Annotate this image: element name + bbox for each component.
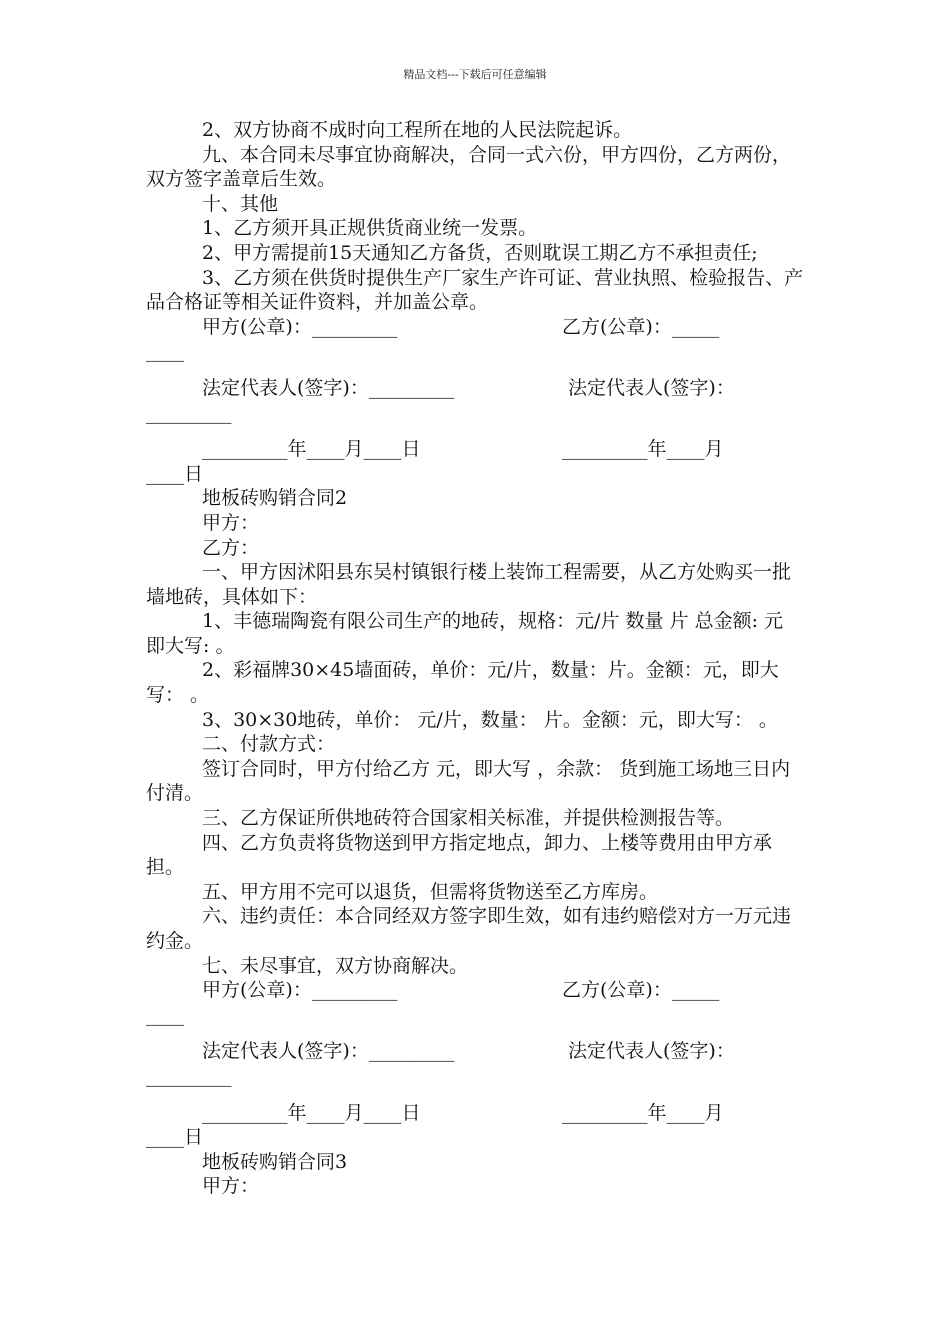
clause: 2、双方协商不成时向工程所在地的人民法院起诉。 — [202, 119, 633, 141]
contract-title: 地板砖购销合同3 — [202, 1150, 348, 1173]
clause: 一、甲方因沭阳县东吴村镇银行楼上装饰工程需要，从乙方处购买一批墙地砖，具体如下： — [146, 561, 792, 608]
seal-tail: ____ — [146, 340, 184, 363]
clause: 签订合同时，甲方付给乙方 元，即大写 ，余款： 货到施工场地三日内付清。 — [146, 757, 791, 805]
party-b-date: _________年____月 — [562, 438, 724, 461]
clause: 3、乙方须在供货时提供生产厂家生产许可证、营业执照、检验报告、产品合格证等相关证件资料，并加盖公章。 — [146, 266, 804, 314]
rep-row — [146, 1039, 808, 1064]
clause: 1、丰德瑞陶瓷有限公司生产的地砖，规格：元/片 数量 片 总金额: 元 即大写: 。 — [146, 610, 784, 657]
party-a-date: _________年____月____日 — [202, 1101, 421, 1124]
clause: 七、未尽事宜，双方协商解决。 — [202, 954, 469, 977]
clause: 四、乙方负责将货物送到甲方指定地点，卸力、上楼等费用由甲方承担。 — [146, 831, 773, 879]
clause: 九、本合同未尽事宜协商解决，合同一式六份，甲方四份，乙方两份，双方签字盖章后生效。 — [146, 143, 792, 191]
seal-row — [146, 315, 808, 340]
party-a-label: 甲方： — [202, 1175, 260, 1198]
clause: 2、彩福牌30×45墙面砖，单价：元/片，数量：片。金额：元，即大写： 。 — [146, 659, 779, 707]
clause: 五、甲方用不完可以退货，但需将货物送至乙方库房。 — [202, 880, 659, 903]
party-a-date: _________年____月____日 — [202, 438, 421, 461]
party-b-representative: 法定代表人(签字)： — [568, 376, 735, 399]
contract-title: 地板砖购销合同2 — [202, 487, 348, 510]
party-a-representative: 法定代表人(签字)：_________ — [202, 376, 455, 399]
clause: 六、违约责任：本合同经双方签字即生效，如有违约赔偿对方一万元违约金。 — [146, 905, 792, 952]
rep-row — [146, 376, 808, 401]
rep-tail: _________ — [146, 1064, 232, 1087]
page-header: 精品文档---下载后可任意编辑 — [403, 68, 547, 81]
clause: 2、甲方需提前15天通知乙方备货，否则耽误工期乙方不承担责任; — [202, 241, 758, 264]
party-b-date: _________年____月 — [562, 1101, 724, 1124]
rep-tail: _________ — [146, 401, 232, 424]
party-b-seal: 乙方(公章)：_____ — [562, 979, 720, 1002]
party-b-representative: 法定代表人(签字)： — [568, 1040, 735, 1063]
signature-block — [146, 978, 808, 1150]
party-b-seal: 乙方(公章)：_____ — [562, 315, 720, 338]
date-row — [146, 437, 808, 462]
date-tail: ____日 — [146, 1126, 204, 1149]
party-a-label: 甲方： — [202, 511, 260, 534]
clause: 1、乙方须开具正规供货商业统一发票。 — [202, 217, 538, 240]
party-b-label: 乙方： — [202, 536, 260, 559]
clause: 三、乙方保证所供地砖符合国家相关标准，并提供检测报告等。 — [202, 807, 735, 830]
seal-tail: ____ — [146, 1003, 184, 1026]
date-tail: ____日 — [146, 462, 204, 485]
clause: 二、付款方式： — [202, 733, 336, 756]
party-a-seal: 甲方(公章)：_________ — [202, 315, 398, 338]
document-body — [146, 118, 808, 1199]
seal-row — [146, 978, 808, 1003]
clause: 3、30×30地砖，单价： 元/片，数量： 片。金额：元，即大写： 。 — [202, 708, 778, 731]
party-a-seal: 甲方(公章)：_________ — [202, 979, 398, 1002]
party-a-representative: 法定代表人(签字)：_________ — [202, 1040, 455, 1063]
clause: 十、其他 — [202, 192, 279, 215]
signature-block — [146, 315, 808, 487]
date-row — [146, 1101, 808, 1126]
